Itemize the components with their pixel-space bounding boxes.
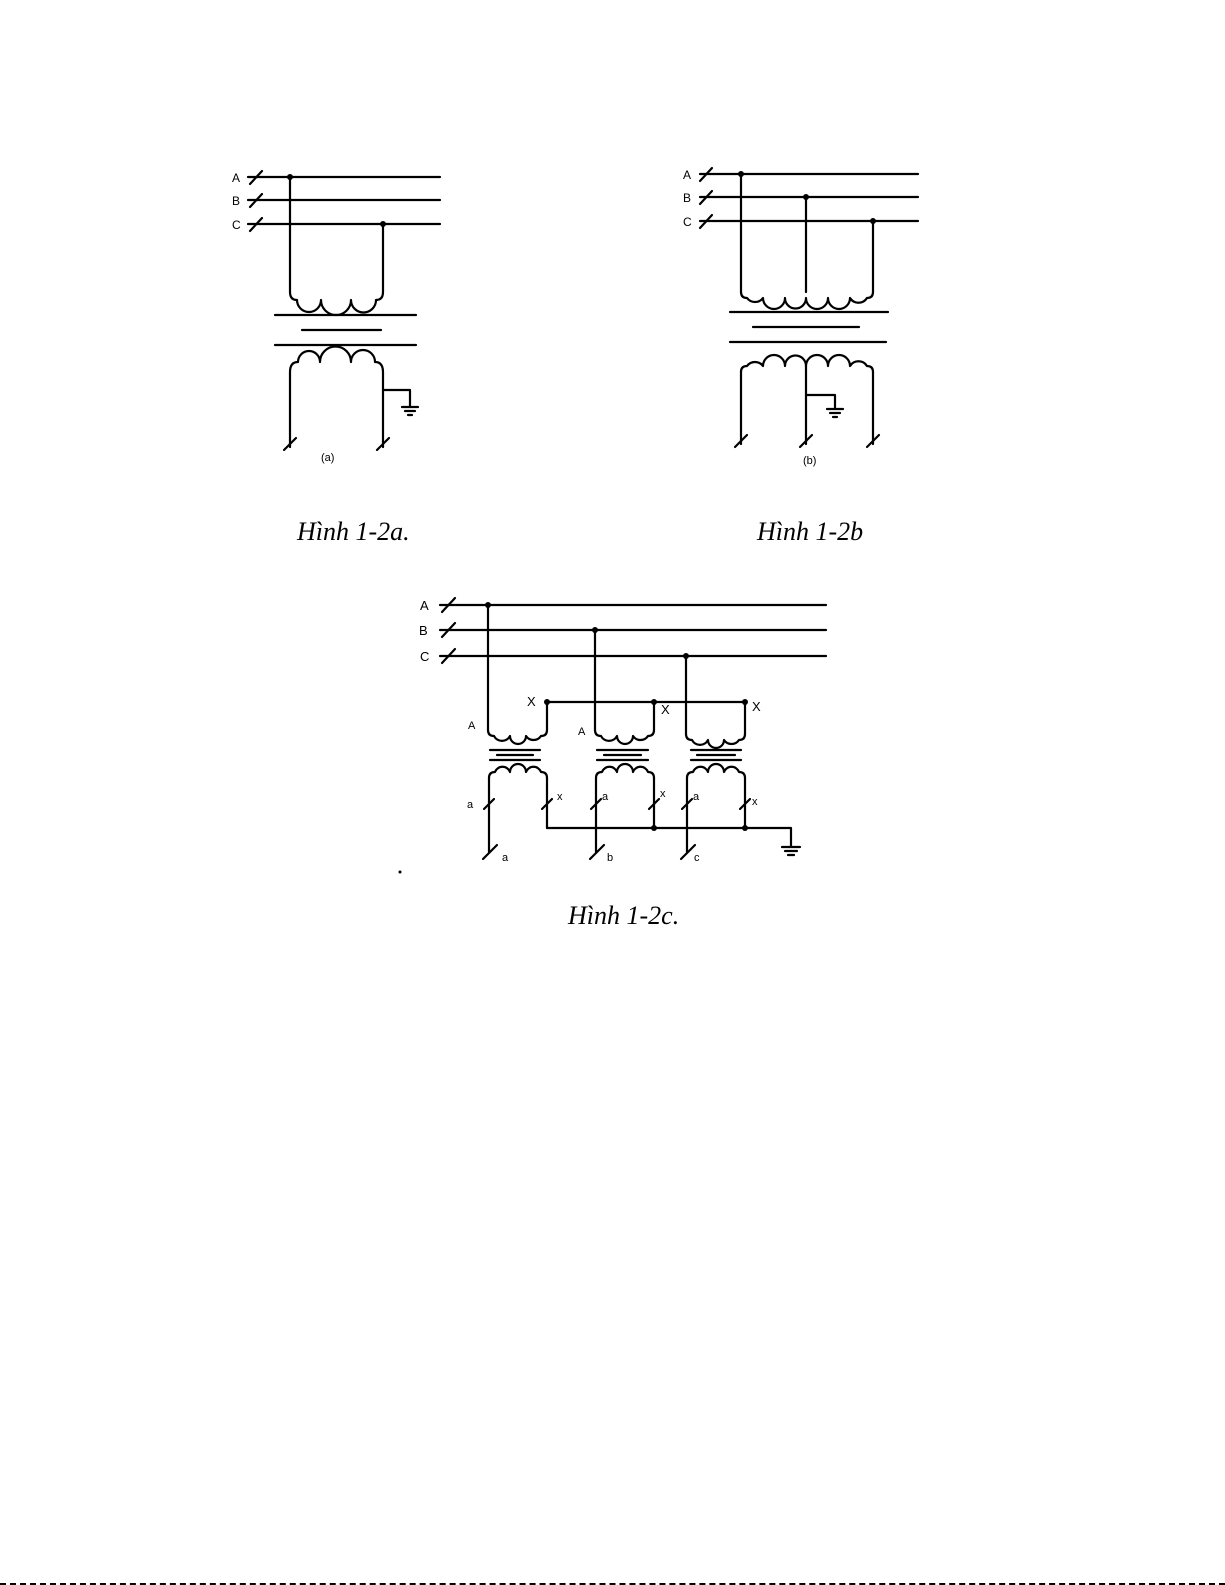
- secondary-end-label: x: [752, 796, 758, 808]
- winding-end-label: X: [527, 694, 536, 709]
- phase-label: C: [420, 649, 430, 664]
- phase-label: B: [419, 623, 428, 638]
- phase-label: A: [420, 598, 429, 613]
- figure-a-sublabel: (a): [321, 452, 335, 464]
- winding-start-label: A: [578, 726, 586, 738]
- figure-b: [683, 168, 918, 467]
- output-label: b: [607, 852, 614, 864]
- figure-a-bus: [248, 171, 440, 231]
- figure-a: [232, 171, 440, 464]
- phase-label: C: [232, 218, 241, 232]
- winding-start-label: A: [468, 720, 476, 732]
- single-phase-unit-2: [590, 627, 659, 859]
- ground-symbol: [806, 395, 843, 417]
- secondary-winding: [284, 346, 389, 450]
- figure-b-sublabel: (b): [803, 455, 817, 467]
- secondary-start-label: a: [602, 791, 609, 803]
- transformer-core: [275, 315, 416, 345]
- output-label: a: [502, 852, 509, 864]
- secondary-start-label: a: [467, 799, 474, 811]
- phase-label: B: [683, 191, 692, 205]
- figure-a-caption: Hình 1-2a.: [297, 517, 410, 546]
- ground-symbol: [383, 390, 418, 415]
- neutral-bus: [547, 828, 791, 846]
- figure-c-caption: Hình 1-2c.: [568, 901, 680, 930]
- winding-end-label: X: [661, 702, 670, 717]
- secondary-end-label: x: [660, 788, 666, 800]
- secondary-winding: [735, 355, 879, 447]
- phase-label: C: [683, 215, 692, 229]
- page-edge: [0, 1581, 1225, 1585]
- ground-symbol: [782, 847, 800, 855]
- single-phase-unit-1: [483, 602, 552, 859]
- figure-c: [399, 598, 827, 874]
- winding-end-label: X: [752, 699, 761, 714]
- primary-winding: [287, 174, 386, 315]
- primary-winding: [738, 171, 876, 309]
- figure-b-caption: Hình 1-2b: [757, 517, 864, 546]
- phase-label: A: [232, 171, 241, 185]
- phase-label: B: [232, 194, 241, 208]
- transformer-core: [730, 312, 888, 342]
- figure-b-bus: [700, 168, 918, 228]
- phase-label: A: [683, 168, 692, 182]
- secondary-end-label: x: [557, 791, 563, 803]
- figure-c-bus: [440, 598, 826, 663]
- secondary-start-label: a: [693, 791, 700, 803]
- output-label: c: [694, 852, 700, 864]
